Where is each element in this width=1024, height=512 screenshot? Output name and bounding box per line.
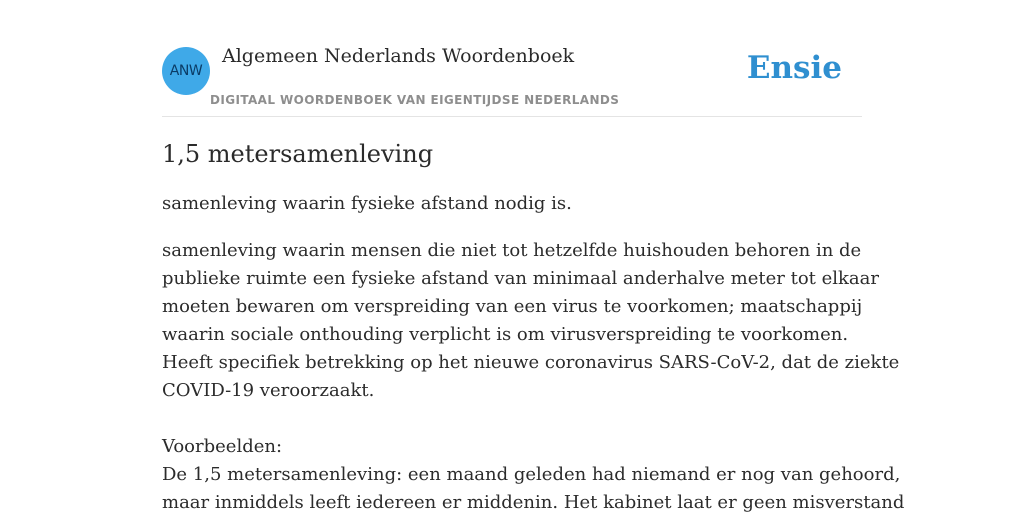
definition-line: moeten bewaren om verspreiding van een virus te voorkomen; maatschappij <box>162 296 863 317</box>
site-subtitle: DIGITAAL WOORDENBOEK VAN EIGENTIJDSE NEDERLANDS <box>210 93 620 107</box>
anw-logo[interactable]: ANW <box>162 47 210 95</box>
site-header <box>162 0 862 117</box>
examples <box>162 461 905 512</box>
definition-line: publieke ruimte een fysieke afstand van minimaal anderhalve meter tot elkaar <box>162 268 879 289</box>
short-definition: samenleving waarin fysieke afstand nodig is. <box>162 193 572 214</box>
ensie-brand-logo[interactable]: Ensie <box>746 50 842 86</box>
site-title[interactable]: Algemeen Nederlands Woordenboek <box>222 45 575 67</box>
example-line: De 1,5 metersamenleving: een maand geleden had niemand er nog van gehoord, <box>162 464 901 485</box>
definition-line: Heeft specifiek betrekking op het nieuwe coronavirus SARS-CoV-2, dat de ziekte <box>162 352 900 373</box>
long-definition <box>162 237 900 405</box>
entry-headword: 1,5 metersamenleving <box>162 140 434 168</box>
definition-line: COVID-19 veroorzaakt. <box>162 380 375 401</box>
examples-label: Voorbeelden: <box>162 436 283 457</box>
definition-line: samenleving waarin mensen die niet tot hetzelfde huishouden behoren in de <box>162 240 862 261</box>
definition-line: waarin sociale onthouding verplicht is om virusverspreiding te voorkomen. <box>162 324 849 345</box>
example-line: maar inmiddels leeft iedereen er middenin. Het kabinet laat er geen misverstand <box>162 492 905 512</box>
entry-content <box>162 138 905 512</box>
